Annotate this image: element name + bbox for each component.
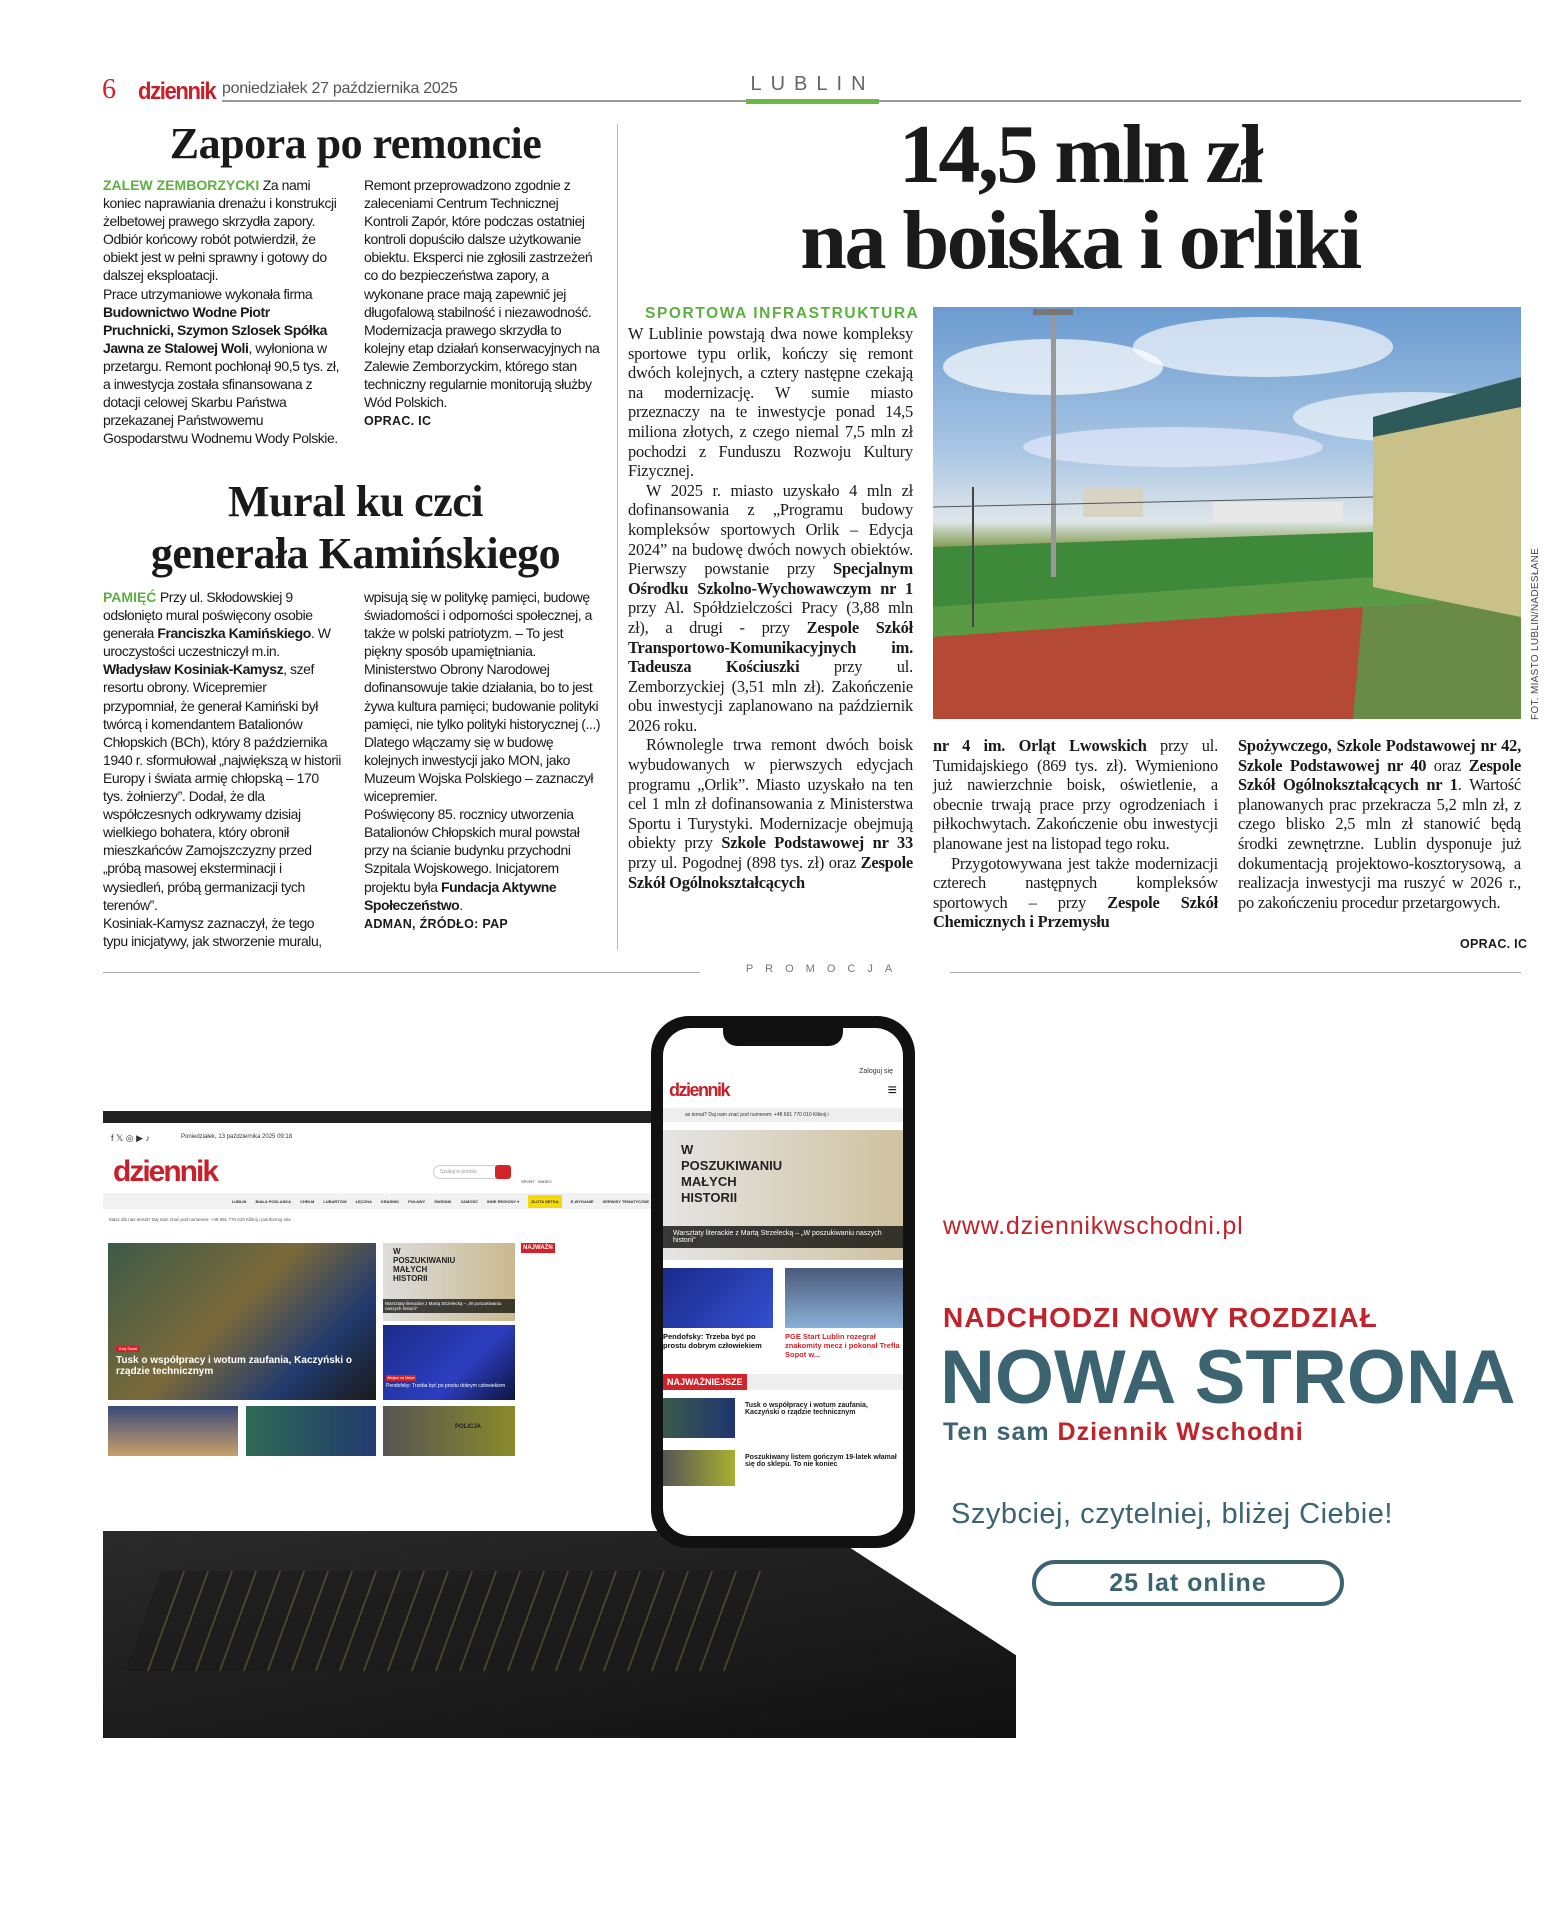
newspaper-logo: dziennik (138, 78, 216, 105)
section-underline (746, 99, 879, 104)
website-screenshot (103, 1123, 653, 1531)
sports-field-photo (933, 307, 1521, 719)
site-logo: dziennik (113, 1155, 218, 1188)
photo-credit: FOT. MIASTO LUBLIN/NADESŁANE (1530, 547, 1541, 720)
article-column-2 (933, 736, 1218, 932)
bold-text: Władysław Kosiniak-Kamysz (103, 661, 284, 678)
article-kicker: SPORTOWA INFRASTRUKTURA (645, 305, 920, 322)
keys (125, 1571, 761, 1671)
column-divider (617, 124, 618, 950)
promo-label: PROMOCJA (700, 963, 950, 975)
search-icon (495, 1165, 511, 1179)
hero-title: W POSZUKIWANIU MAŁYCH HISTORII (681, 1142, 783, 1205)
paragraph (933, 854, 1218, 932)
bold-text: Specjalnym Ośrodku Szkolno-Wychowawczym nr 1 (628, 559, 913, 598)
paragraph (1238, 736, 1521, 912)
article-body-mural (103, 588, 603, 954)
article-column-3 (1238, 736, 1521, 912)
bold-text: Budownictwo Wodne Piotr Pruchnicki, Szymon Szlosek Spółka Jawna ze Stalowej Woli (103, 303, 328, 356)
side-story-caption: Warsztaty literackie z Martą Strzelecką – „W poszukiwaniu naszych historii” (383, 1299, 515, 1313)
text: oraz (1426, 755, 1469, 775)
text: Poświęcony 85. rocznicy utworzenia Batalionów Chłopskich mural powstał przy na ścianie budynku przychodni Szpitala Wojskowego. Inicjatorem projektu była (364, 806, 580, 895)
paragraph (103, 588, 342, 914)
text: . (459, 896, 463, 913)
phone-mockup (651, 1016, 915, 1548)
bold-text: Zespole Szkół Chemicznych i Przemysłu (933, 892, 1218, 932)
site-date: Poniedziałek, 13 października 2025 09:18 (181, 1134, 293, 1140)
sport-link: SPORT (521, 1179, 535, 1184)
text: przy Al. Spółdzielczości Pracy (3,88 mln zł), a drugi - przy (628, 598, 913, 637)
thumb-sejm (246, 1406, 376, 1456)
nav-item: SERWISY TEMATYCZNE (602, 1198, 649, 1204)
text: przy ul. Pogodnej (898 tys. zł) oraz (628, 853, 861, 873)
page-number: 6 (102, 74, 116, 105)
site-search-input: Szukaj w portalu (433, 1165, 511, 1179)
title-line: 14,5 mln zł (898, 108, 1262, 201)
website-url[interactable]: www.dziennikwschodni.pl (943, 1212, 1244, 1240)
paragraph (103, 176, 342, 285)
card2-image (785, 1268, 903, 1328)
text: przy ul. Tumidajskiego (869 tys. zł). Wymieniono już nawierzchnie boisk, oświetlenie, a obecnie trwają prace przy ogrodzeniach i piłkochwytach. Zakończenie obu inwestycji planowane jest na listopad tego roku. (933, 736, 1218, 853)
nav-item: PUŁAWY (408, 1198, 426, 1204)
paragraph (364, 805, 603, 914)
text: Przy ul. Skłodowskiej 9 odsłonięto mural poświęcony osobie generała (103, 589, 313, 642)
photo-illustration (933, 307, 1521, 719)
card1-image (663, 1268, 773, 1328)
author-signature: ADMAN, ŹRÓDŁO: PAP (364, 916, 509, 931)
phone-notch (723, 1028, 843, 1046)
thumb-basketball (108, 1406, 238, 1456)
phone-screen (663, 1028, 903, 1536)
laptop-keyboard (103, 1531, 1016, 1738)
nav-item: BIAŁA PODLASKA (255, 1198, 292, 1204)
text: . Wartość planowanych prac przekracza 5,2 mln zł, z czego blisko 2,5 mln zł stanowić będą środki zewnętrzne. Lublin dysponuje już dokumentacją projektowo-kosztorysową, a realizacja inwestycji ma ruszyć w 2026 r., po zakończeniu procedur przetargowych. (1238, 775, 1521, 912)
article-title-zapora: Zapora po remoncie (169, 119, 542, 168)
text: przy ul. Zemborzyckiej (3,51 mln zł). Zakończenie obu inwestycji zaplanowano na październik 2026 roku. (628, 657, 913, 735)
bold-text: Szkole Podstawowej nr 33 (721, 833, 913, 853)
phone-ticker: as temat? Daj nam znać pod numerem: +48 691 770 010 Kliknij i (663, 1108, 903, 1122)
paragraph (364, 321, 603, 411)
author-signature: OPRAC. IC (364, 414, 432, 429)
text: , szef resortu obrony. Wicepremier przypomniał, że generał Kamiński był twórcą i komendantem Batalionów Chłopskich (BCh), który 8 października 1940 r. sformułował „największą w historii Europy i świata armię chłopską – 170 tys. żołnierzy”. Dodał, że dla współczesnych odkrywamy dzisiaj wielkiego bohatera, który obronił mieszkańców Zamojszczyzny przed „próbą masowej eksterminacji i wysiedleń, próbą germanizacji tych terenów”. (103, 661, 341, 913)
bold-text: nr 4 im. Orląt Lwowskich (933, 736, 1147, 755)
text: Przygotowywana jest także modernizacji czterech następnych kompleksów sportowych – przy (933, 853, 1218, 912)
text: Prace utrzymaniowe wykonała firma (103, 285, 313, 302)
text: . W uroczystości uczestniczył m.in. (103, 625, 331, 660)
paragraph (628, 735, 913, 892)
promo-subline (943, 1418, 1304, 1447)
hamburger-menu-icon: ≡ (887, 1082, 897, 1099)
bold-text: Zespole Szkół Ogólnokształcących nr 1 (1238, 755, 1522, 795)
section-label: NAJWAŻNIEJSZE (663, 1374, 747, 1390)
phone-logo: dziennik (669, 1080, 730, 1100)
title-line: Mural ku czci (227, 477, 483, 526)
kicker: ZALEW ZEMBORZYCKI (103, 177, 260, 193)
side-story-2 (383, 1325, 515, 1400)
paragraph (103, 285, 342, 448)
article-title-orliki (640, 108, 1520, 287)
item1-title: Tusk o współpracy i wotum zaufania, Kaczyński o rządzie technicznym (745, 1402, 868, 1416)
paragraph (364, 411, 603, 430)
item2-title: Poszukiwany listem gończym 19-latek włamał się do sklepu. To nie koniec (745, 1454, 897, 1468)
site-ticker: Masz dla nas temat? Daj nam znać pod numerem: +48 691 770 010 Kliknij i poinformuj nas (109, 1217, 291, 1222)
nav-item: ŁĘCZNA (355, 1198, 372, 1204)
brand-name: Dziennik Wschodni (1057, 1418, 1304, 1446)
bold-text: Spożywczego, Szkole Podstawowej nr 42, Szkole Podstawowej nr 40 (1238, 736, 1521, 775)
paragraph (628, 324, 913, 481)
bold-text: Zespole Szkół Ogólnokształcących (628, 853, 913, 892)
subline-prefix: Ten sam (943, 1418, 1058, 1446)
item1-image (663, 1398, 735, 1438)
main-story-image (108, 1243, 376, 1400)
bold-text: Zespole Szkół Transportowo-Komunikacyjnych im. Tadeusza Kościuszki (628, 617, 913, 677)
text: Równolegle trwa remont dwóch boisk wybudowanych w pierwszych edycjach programu „Orlik”. Miasto uzyskało na ten cel 1 mln zł dofinansowania z Ministerstwa Sportu i Turystyki. Modernizacje obejmują obiekty przy (628, 735, 913, 853)
nav-item: LUBARTÓW (323, 1198, 347, 1204)
category-badge: Wiejsce na Nicker (387, 1376, 416, 1380)
title-line: generała Kamińskiego (150, 529, 561, 578)
nav-item: ZAMOŚĆ (460, 1198, 478, 1204)
login-link: Zaloguj się (859, 1068, 893, 1075)
side-story-1 (383, 1243, 515, 1321)
nav-item: LUBLIN (231, 1198, 247, 1204)
latest-label: NAJWAŻN (523, 1245, 553, 1251)
paragraph (364, 176, 603, 321)
hero-caption: Warsztaty literackie z Martą Strzelecką – „W poszukiwaniu naszych historii” (663, 1226, 903, 1248)
bold-text: Franciszka Kamińskiego (157, 625, 311, 642)
text: Modernizacja prawego skrzydła to kolejny etap działań konserwacyjnych na Zalewie Zemborzyckim, którego stan techniczny regularnie monitorują służby Wód Polskich. (364, 321, 600, 411)
bold-text: Fundacja Aktywne Społeczeństwo (364, 878, 557, 913)
nav-item: ŚWIDNIK (434, 1198, 452, 1204)
promo-headline: NOWA STRONA (940, 1335, 1516, 1420)
card2-title: PGE Start Lublin rozegrał znakomity mecz i pokonał Trefla Sopot w... (785, 1332, 900, 1359)
card1-title: Pendofsky: Trzeba być po prostu dobrym człowiekiem (663, 1332, 762, 1350)
text: Remont przeprowadzono zgodnie z zaleceniami Centrum Technicznej Kontroli Zapór, które podczas ostatniej kontroli dopuściło dalsze użytkowanie obiektu. Eksperci nie zgłosili zastrzeżeń co do bezpieczeństwa zapory, a wykonane prace mają zapewnić jej długofalową stabilność i niezawodność. (364, 177, 593, 320)
text: W 2025 r. miasto uzyskało 4 mln zł dofinansowania z „Programu budowy kompleksów sportowych Orlik – Edycja 2024” na budowę dwóch nowych obiektów. Pierwszy powstanie przy (628, 480, 913, 579)
title-line: na boiska i orliki (800, 194, 1360, 287)
side-story-caption: Pendofsky: Trzeba być po prostu dobrym człowiekiem (386, 1383, 506, 1389)
text: W Lublinie powstają dwa nowe kompleksy sportowe typu orlik, kończy się remont dwóch kolejnych, a cztery następne czekają na modernizację. W sumie miasto przeznaczy na te inwestycje ponad 14,5 miliona złotych, z czego niemal 7,5 mln zł pochodzi z Funduszu Rozwoju Kultury Fizycznej. (628, 324, 913, 481)
nav-item: E-WYDANIE (570, 1198, 594, 1204)
anniversary-badge: 25 lat online (1032, 1560, 1344, 1606)
article-column-1 (628, 324, 913, 892)
kicker: PAMIĘĆ (103, 589, 157, 605)
police-text: POLICJA (455, 1424, 482, 1430)
paragraph (628, 481, 913, 736)
text: Kosiniak-Kamysz zaznaczył, że tego typu inicjatywy, jak stworzenie muralu, wpisują się w politykę pamięci, budowę świadomości i odporności społecznej, a także w polski patriotyzm. – To jest piękny sposób upamiętniania. Ministerstwo Obrony Narodowej dofinansowuje takie działania, bo to jest żywa kultura pamięci; budowanie polityki pamięci, nie tylko polityki historycznej (...) Dlatego włączamy się w budowę kolejnych inwestycji jako MON, jako Muzeum Wojska Polskiego – zaznaczył wicepremier. (103, 589, 601, 949)
social-icons: f 𝕏 ◎ ▶ ♪ (111, 1133, 151, 1143)
nav-item: KRAŚNIK (380, 1198, 400, 1204)
thumb-police (383, 1406, 515, 1456)
section-label: LUBLIN (750, 73, 875, 95)
promo-tagline: Szybciej, czytelniej, bliżej Ciebie! (951, 1498, 1393, 1530)
video-link: WIDEO (538, 1179, 552, 1184)
text: , wyłoniona w przetargu. Remont pochłonął 90,5 tys. zł, a inwestycja została sfinansowana z dotacji celowej Skarbu Państwa przekazanej Państwowemu Gospodarstwu Wodnemu Wody Polskie. (103, 339, 340, 447)
nav-item: CHEŁM (300, 1198, 315, 1204)
site-nav (103, 1193, 653, 1209)
issue-date: poniedziałek 27 października 2025 (222, 80, 458, 97)
side-story-title: W POSZUKIWANIU MAŁYCH HISTORII (393, 1247, 456, 1283)
nav-item: INNE REGIONY ▾ (486, 1198, 520, 1204)
category-badge: Kraj Świat (116, 1345, 140, 1352)
phone-hero (663, 1130, 903, 1260)
nav-item: ZŁOTA SETKA (528, 1195, 562, 1208)
text: Za nami koniec naprawiania drenażu i konstrukcji żelbetowej prawego skrzydła zapory. Odbiór końcowy robót potwierdził, że obiekt jest w pełni sprawny i gotowy do dalszej eksploatacji. (103, 177, 337, 284)
author-signature: OPRAC. IC (1460, 937, 1528, 951)
promo-kicker: NADCHODZI NOWY ROZDZIAŁ (943, 1302, 1378, 1333)
main-headline: Tusk o współpracy i wotum zaufania, Kaczyński o rządzie technicznym (116, 1355, 352, 1377)
item2-image (663, 1450, 735, 1486)
paragraph (933, 736, 1218, 854)
laptop-screen (103, 1111, 653, 1531)
article-body-zapora (103, 176, 603, 470)
paragraph (364, 914, 603, 933)
article-title-mural (103, 476, 608, 580)
